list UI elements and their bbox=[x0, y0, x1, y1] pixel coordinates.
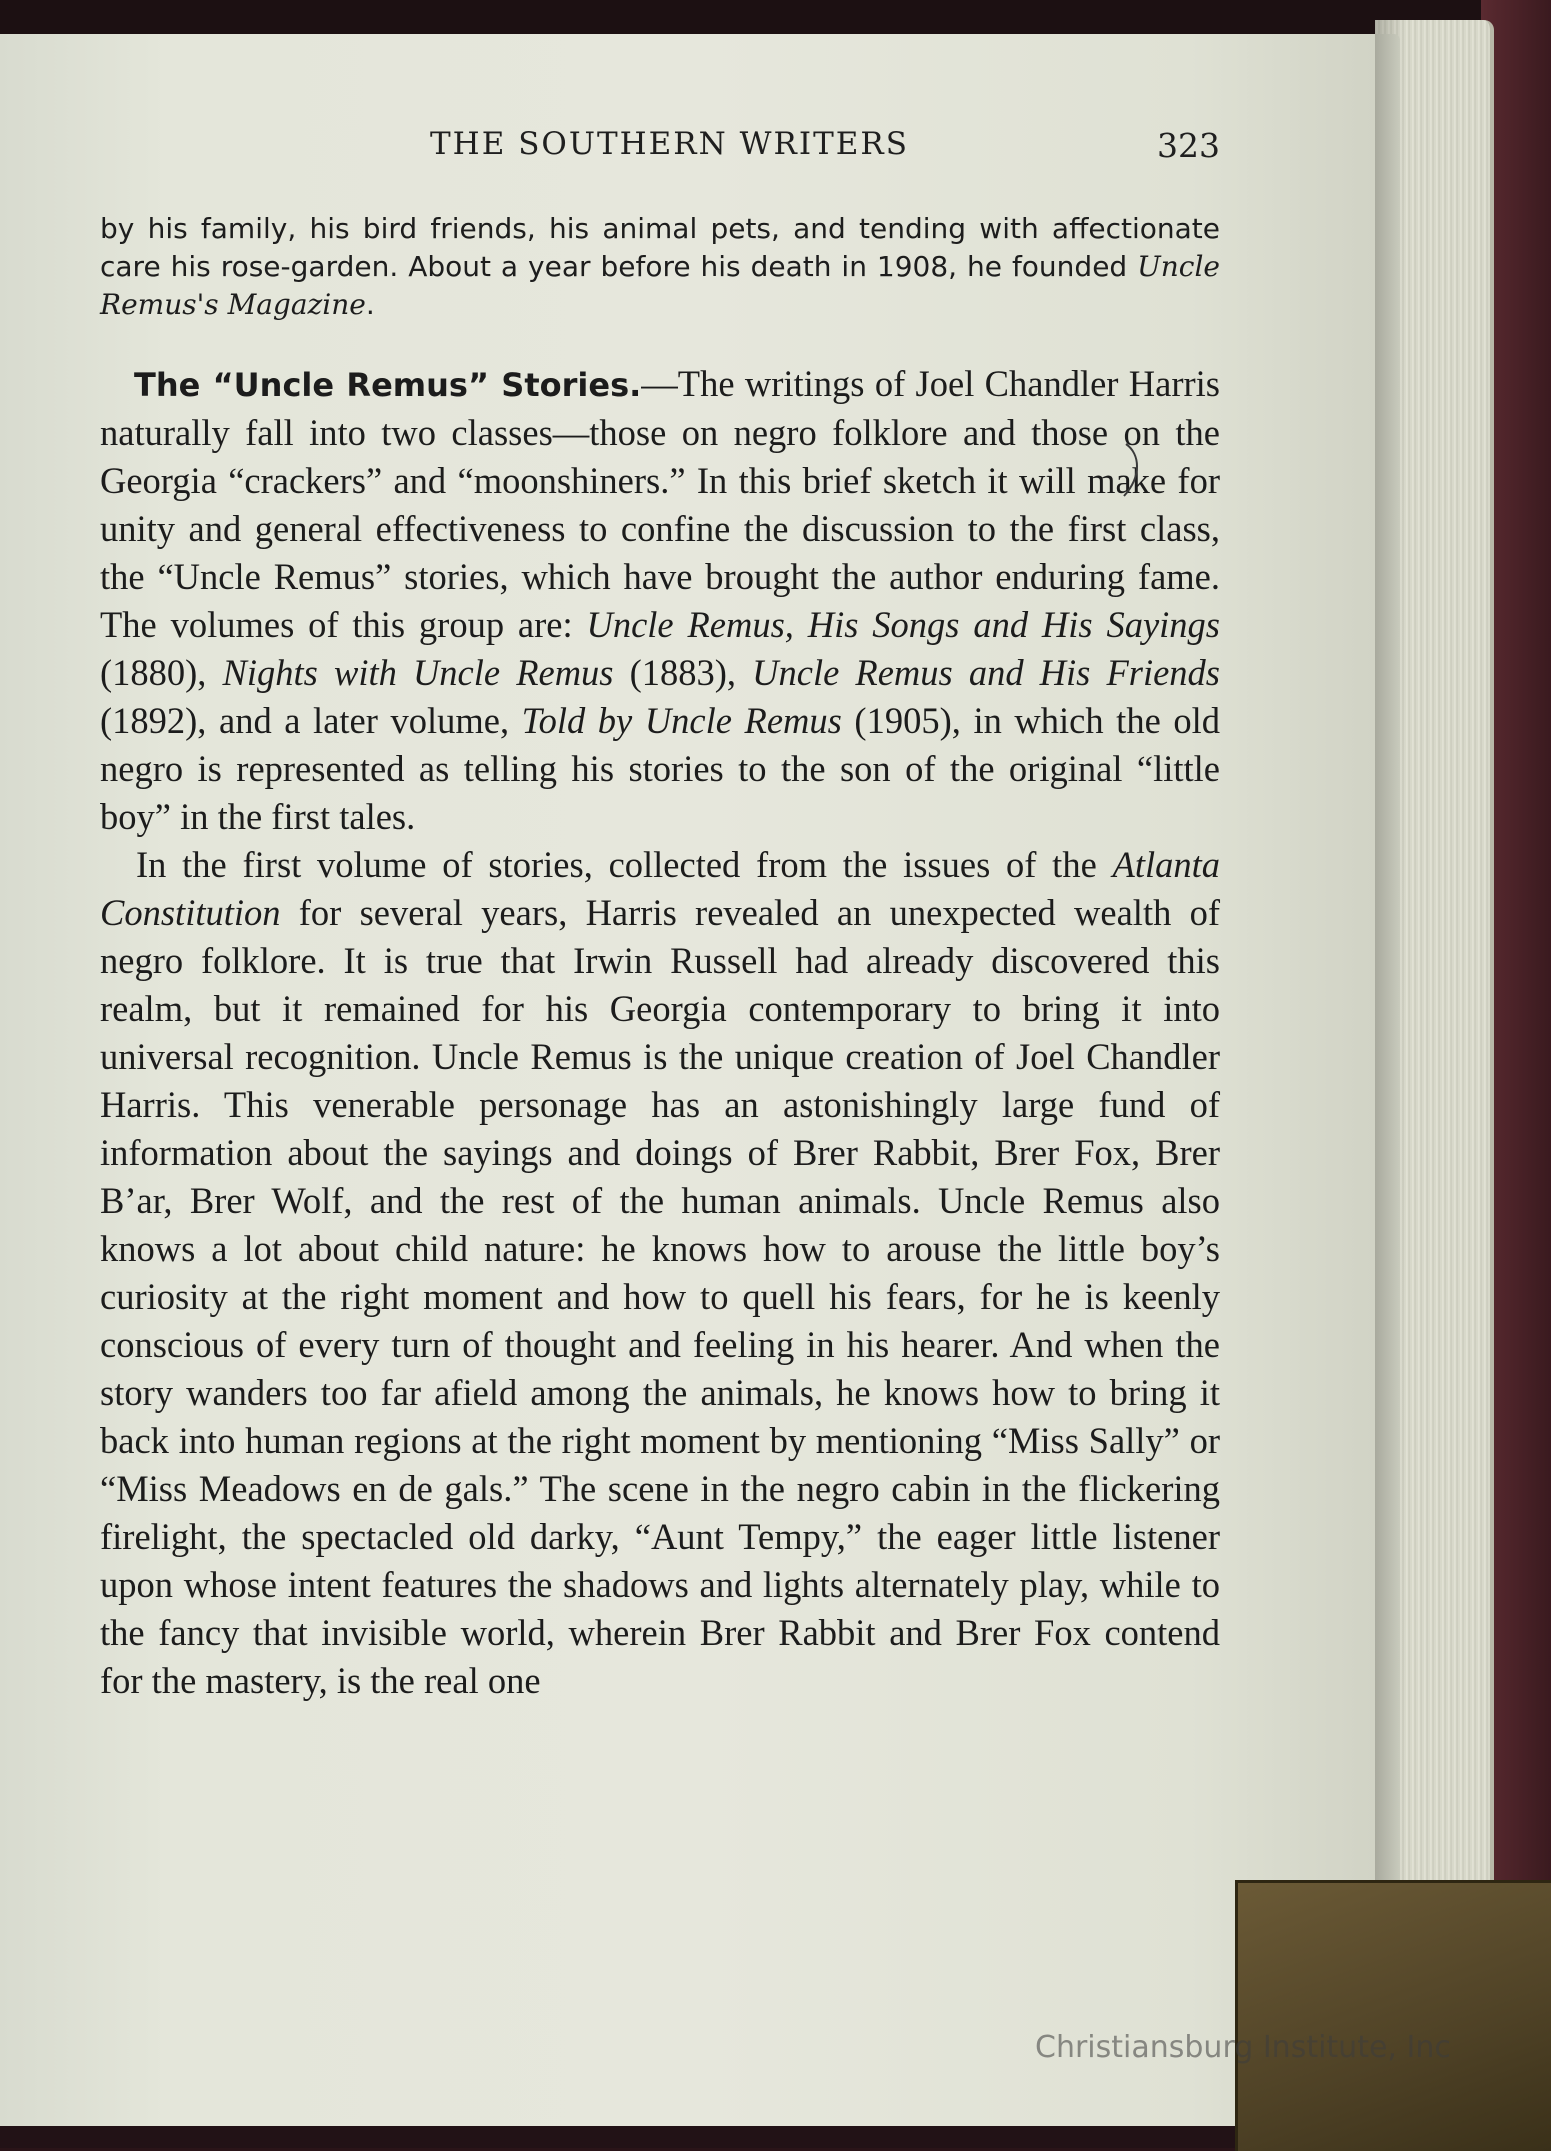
paragraph-2-part-1: In the first volume of stories, collected from the issues of the bbox=[136, 844, 1113, 885]
section-body bbox=[100, 360, 1220, 1705]
pencil-mark-icon bbox=[1118, 440, 1148, 500]
previous-paragraph-text: by his family, his bird friends, his animal pets, and tending with affectionate care his rose-garden. About a year before his death in 1908, he founded bbox=[100, 212, 1220, 283]
page-edge-shadow bbox=[1375, 20, 1405, 1900]
paragraph-1-part-3: (1883), bbox=[613, 652, 753, 693]
book-title-3: Uncle Remus and His Friends bbox=[752, 652, 1221, 693]
book-title-4: Told by Uncle Remus bbox=[521, 700, 842, 741]
paragraph-2-part-2: for several years, Harris revealed an unexpected wealth of negro folklore. It is true that Irwin Russell had already discovered this realm, but it remained for his Georgia contemporary to bring it into universal recognition. Uncle Remus is the unique creation of Joel Chandler Harris. This venerable personage has an astonishingly large fund of information about the sayings and doings of Brer Rabbit, Brer Fox, Brer B’ar, Brer Wolf, and the rest of the human animals. Uncle Remus also knows a lot about child nature: he knows how to arouse the little boy’s curiosity at the right moment and how to quell his fears, for he is keenly conscious of every turn of thought and feeling in his hearer. And when the story wanders too far afield among the animals, he knows how to bring it back into human regions at the right moment by mentioning “Miss Sally” or “Miss Meadows en de gals.” The scene in the negro cabin in the flickering firelight, the spectacled old darky, “Aunt Tempy,” the eager little listener upon whose intent features the shadows and lights alternately play, while to the fancy that invisible world, wherein Brer Rabbit and Brer Fox contend for the mastery, is the real one bbox=[100, 892, 1220, 1701]
paragraph-1-part-2: (1880), bbox=[100, 652, 223, 693]
previous-paragraph bbox=[100, 210, 1220, 324]
paragraph-1-part-1: —The writings of Joel Chandler Harris naturally fall into two classes—those on negro folklore and those on the Georgia “crackers” and “moonshiners.” In this brief sketch it will make for unity and general effectiveness to confine the discussion to the first class, the “Uncle Remus” stories, which have brought the author enduring fame. The volumes of this group are: bbox=[100, 363, 1221, 645]
paragraph-2 bbox=[100, 841, 1220, 1705]
page-number: 323 bbox=[1157, 126, 1220, 165]
paragraph-1-part-4: (1892), and a later volume, bbox=[100, 700, 522, 741]
book-cover-corner bbox=[1235, 1880, 1551, 2151]
book-title-2: Nights with Uncle Remus bbox=[222, 652, 614, 693]
paragraph-1-part-5: (1905), in which the old negro is represented as telling his stories to the son of the original “little boy” in the first tales. bbox=[100, 700, 1220, 837]
book-title-1: Uncle Remus, His Songs and His Sayings bbox=[586, 604, 1220, 645]
previous-paragraph-end: . bbox=[365, 288, 375, 321]
paragraph-1 bbox=[100, 360, 1220, 841]
newspaper-title: Atlanta Constitution bbox=[100, 844, 1220, 933]
running-title: THE SOUTHERN WRITERS bbox=[430, 126, 909, 162]
page-header bbox=[100, 126, 1220, 176]
magazine-title: Uncle Remus's Magazine bbox=[100, 250, 1220, 321]
watermark: Christiansburg Institute, Inc bbox=[1035, 2030, 1451, 2065]
section-heading: The “Uncle Remus” Stories. bbox=[134, 366, 642, 404]
